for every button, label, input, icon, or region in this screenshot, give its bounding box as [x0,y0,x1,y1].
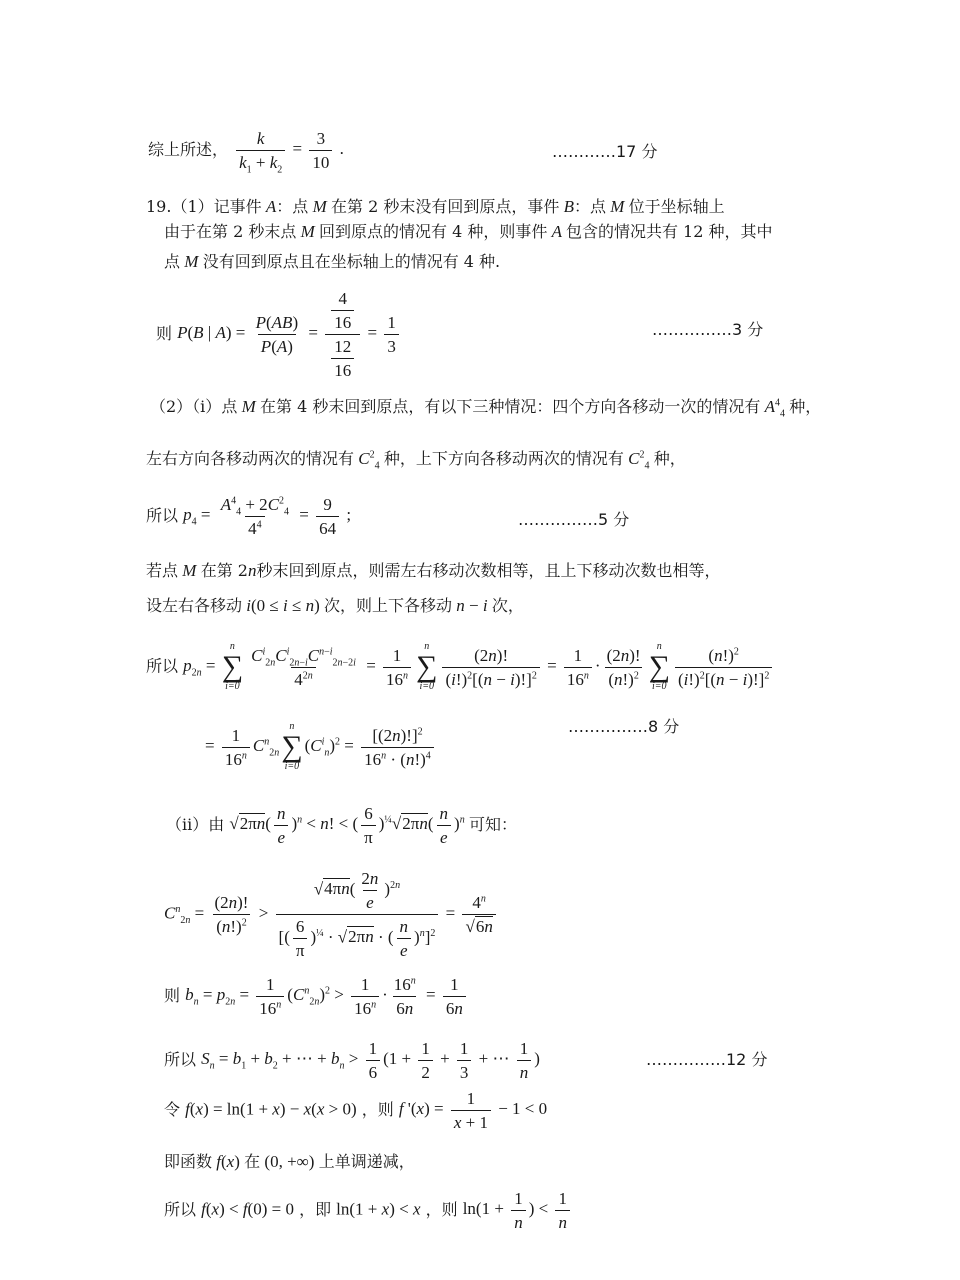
text: 没有回到原点且在坐标轴上的情况有 4 种. [202,252,501,271]
text: 点 [221,397,238,416]
text: 包含的情况共有 12 种，其中 [565,222,773,241]
lr-line: 设左右各移动 i(0 ≤ i ≤ n) 次，则上下各移动 n − i 次， [146,596,524,615]
score-12: ……………12 分 [646,1050,768,1069]
text: ：点 [276,197,309,216]
q19-line1: 19.（1）记事件 A：点 M 在第 2 秒末没有回到原点，事件 B：点 M 位于坐标轴上 [146,197,725,216]
bn-line [164,976,469,1017]
score-8: ……………8 分 [568,717,680,736]
let-prefix: 令 [164,1099,181,1119]
sn-line [164,1040,540,1081]
text: ，则 [425,1199,458,1219]
text: 若点 [146,561,179,580]
q19-line3: 点 M 没有回到原点且在坐标轴上的情况有 4 种. [164,252,501,271]
p4-line [146,496,351,537]
score-5: ……………5 分 [518,510,630,529]
text: 在第 2 [200,561,248,580]
text: 即函数 [164,1152,213,1171]
part-ii-tag: （ii） [166,814,209,834]
text: 由于在第 2 秒末点 [164,222,297,241]
p2-line1: （2）（i）点 M 在第 4 秒末回到原点，有以下三种情况：四个方向各移动一次的情况有 $A^4_4$ 种， [150,397,822,420]
p2n-formula: $p_{2n}$ = n ∑ i=0 $\frac{C^i_{2n}C^i_{2n-i}C^{n-i}_{2n-2i}}{4^{2n}}$ = $\frac{1}{16^n}$ n ∑ i=0 $\frac{(2n)!}{(i!)^2[(n - i)!]^2}$ = $\frac{1}{16^n}$ · $\frac{(2n)!}{(n!)^2}$ n ∑ i=0 $\frac{(n!)^2}{(i!)^2[(n - i)!]^2}$ [183,656,775,675]
text: 在第 2 秒末没有回到原点，事件 [330,197,560,216]
p2n-formula-2: = $\frac{1}{16^n}$ $C^n_{2n}$ n ∑ i=0 $(C^i_n)^2$ = $\frac{[(2n)!]^2}{16^n \cdot (n!)^4}$ [205,722,437,772]
p2n-line [146,642,775,692]
final-formula-2: ln(1 + x) < x [336,1199,421,1219]
q19-number: 19. [146,197,172,216]
text: ：点 [573,197,606,216]
text: 回到原点的情况有 4 种，则事件 [319,222,548,241]
sn-formula: $S_n = b_1 + b_2$ + ⋯ + $b_n$ > $\frac{1}{6}$ (1 + $\frac{1}{2}$ + $\frac{1}{3}$ + ⋯ $\frac{1}{n}$ ) [201,1039,540,1082]
text: ，则 [361,1099,394,1119]
text: 在 [244,1152,261,1171]
final-formula-1: f(x) < f(0) = 0 [201,1199,294,1219]
text: 种，上下方向各移动两次的情况有 [383,449,624,468]
p4-formula: $p_4$ = $\frac{A^4_4 + 2C^2_4}{4^4}$ = $\frac{9}{64}$ ; [183,495,352,538]
summary-formula: $\frac{k}{k_1 + k_2}$ = $\frac{3}{10}$ . [233,139,344,158]
final-line [164,1190,573,1231]
part2-tag: （2）（i） [150,397,222,416]
mono-line: 即函数 f(x) 在 (0, +∞) 上单调递减， [164,1152,415,1171]
stirling-line [166,805,517,846]
final-formula-3: ln(1 + $\frac{1}{n}$ ) < $\frac{1}{n}$ [463,1199,573,1218]
text: 秒末回到原点，则需左右移动次数相等，且上下移动次数也相等， [256,561,721,580]
text: 次， [491,596,524,615]
p2-line2: 左右方向各移动两次的情况有 $C^2_4$ 种，上下方向各移动两次的情况有 $C^2_4$ 种， [146,449,686,472]
let-line [164,1090,547,1131]
p2n-prefix: 所以 [146,656,179,676]
text: 所以 [164,1199,197,1219]
text: 在第 4 秒末回到原点，有以下三种情况：四个方向各移动一次的情况有 [260,397,761,416]
text: 记事件 [213,197,262,216]
let-formula-2: f '(x) = $\frac{1}{x + 1}$ − 1 < 0 [398,1089,548,1132]
summary-prefix: 综上所述， [148,139,229,159]
q19-part1-tag: （1） [171,197,214,216]
stirling-formula: √2πn( $\frac{n}{e}$ )$^n$ < n! < ( $\frac{6}{\pi}$ )$^{\frac{1}{4}}$√2πn( $\frac{n}{e}$ )$^n$ [229,804,465,847]
binom-ineq: $C^n_{2n}$ = $\frac{(2n)!}{(n!)^2}$ > √4πn( $\frac{2n}{e}$ )$^{2n}$ [( $\frac{6}{\pi}$ )$^{\frac{1}{4}}$ · √2πn · ( $\frac{n}{e}$ )$^n$]$^2$ = $\frac{4^n}{√6n}$ [164,870,499,959]
text: 种， [653,449,686,468]
p4-prefix: 所以 [146,505,179,525]
text: 位于坐标轴上 [628,197,725,216]
summary-line [148,129,344,176]
score-17: …………17 分 [552,142,658,161]
text: 上单调递减， [318,1152,415,1171]
return-line: 若点 M 在第 2n秒末回到原点，则需左右移动次数相等，且上下移动次数也相等， [146,561,721,580]
text: 次，则上下各移动 [324,596,453,615]
text: 设左右各移动 [146,596,243,615]
sn-prefix: 所以 [164,1049,197,1069]
q19-line2: 由于在第 2 秒末点 M 回到原点的情况有 4 种，则事件 A 包含的情况共有 12 种，其中 [164,222,773,241]
bn-prefix: 则 [164,985,181,1005]
prob-prefix: 则 [156,323,173,343]
cond-prob-line [156,290,402,379]
text: 可知： [468,814,517,834]
text: ，即 [299,1199,332,1219]
score-3: ……………3 分 [652,320,764,339]
let-formula-1: f(x) = ln(1 + x) − x(x > 0) [185,1099,357,1119]
text: 点 [164,252,181,271]
text: 由 [208,814,225,834]
cond-prob-formula: P(B | A) = $\frac{P(AB)}{P(A)}$ = $\frac{\frac{4}{16}}{\frac{12}{16}}$ = $\frac{1}{3}$ [177,323,402,342]
text: 左右方向各移动两次的情况有 [146,449,355,468]
text: 种， [789,397,822,416]
bn-formula: $b_n = p_{2n}$ = $\frac{1}{16^n}$ $(C^n_{2n})^2$ > $\frac{1}{16^n}$ · $\frac{16^n}{6n}$ = $\frac{1}{6n}$ [185,985,469,1004]
